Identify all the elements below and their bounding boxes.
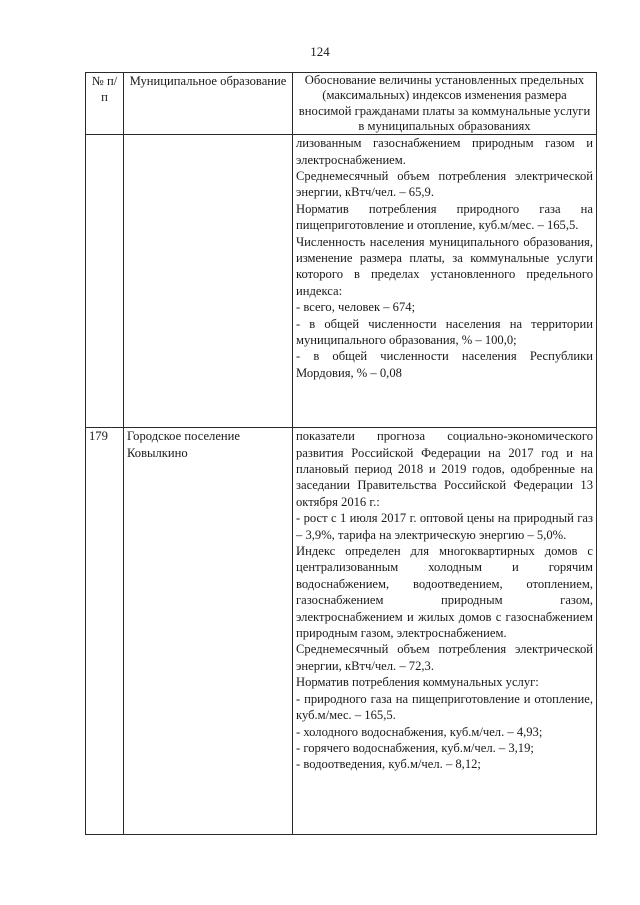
table-row <box>86 428 597 835</box>
justification-paragraph: Среднемесячный объем потребления электрической энергии, кВтч/чел. – 65,9. <box>296 169 593 200</box>
justification-paragraph: - горячего водоснабжения, куб.м/чел. – 3,19; <box>296 740 534 755</box>
row-justification <box>293 135 597 428</box>
row-municipality <box>124 135 293 428</box>
justification-paragraph: - водоотведения, куб.м/чел. – 8,12; <box>296 757 481 772</box>
justification-paragraph: - в общей численности населения на территории муниципального образования, % – 100,0; <box>296 316 593 348</box>
row-justification <box>293 428 597 835</box>
justification-paragraph: Численность населения муниципального образования, изменение размера платы, за коммунальные услуги которого в пределах установленного предельного индекса: <box>296 234 593 298</box>
row-municipality: Городское поселение Ковылкино <box>124 428 293 835</box>
justification-paragraph: Индекс определен для многоквартирных домов с централизованным холодным и горячим водоснабжением, водоотведением, отоплением, газоснабжением природным газом, электроснабжением и жилых домов с газоснабжением природным газом, электроснабжением. <box>296 544 593 641</box>
header-municipality: Муниципальное образование <box>124 73 293 135</box>
justification-paragraph: Среднемесячный объем потребления электрической энергии, кВтч/чел. – 72,3. <box>296 642 593 673</box>
header-justification: Обоснование величины установленных предельных (максимальных) индексов изменения размера вносимой гражданами платы за коммунальные услуги в муниципальных образованиях <box>293 73 597 135</box>
indices-table <box>85 72 597 835</box>
justification-paragraph: - в общей численности населения Республики Мордовия, % – 0,08 <box>296 349 593 380</box>
justification-paragraph: - природного газа на пищеприготовление и отопление, куб.м/мес. – 165,5. <box>296 691 593 723</box>
row-number: 179 <box>86 428 124 835</box>
page-number: 124 <box>310 44 330 59</box>
justification-paragraph: показатели прогноза социально-экономического развития Российской Федерации на 2017 год и на плановый период 2018 и 2019 годов, одобренные на заседании Правительства Российской Федерации 13 октября 2016 г.: <box>296 429 593 509</box>
table-header-row <box>86 73 597 135</box>
justification-paragraph: лизованным газоснабжением природным газом и электроснабжением. <box>296 136 593 167</box>
justification-paragraph: - всего, человек – 674; <box>296 300 416 315</box>
justification-paragraph: Норматив потребления коммунальных услуг: <box>296 675 539 690</box>
justification-paragraph: - рост с 1 июля 2017 г. оптовой цены на природный газ – 3,9%, тарифа на электрическую энергию – 5,0%. <box>296 511 593 542</box>
header-number: № п/п <box>86 73 124 135</box>
justification-paragraph: - холодного водоснабжения, куб.м/чел. – 4,93; <box>296 724 543 739</box>
row-number <box>86 135 124 428</box>
table-row <box>86 135 597 428</box>
justification-paragraph: Норматив потребления природного газа на пищеприготовление и отопление, куб.м/мес. – 165,5. <box>296 201 593 233</box>
